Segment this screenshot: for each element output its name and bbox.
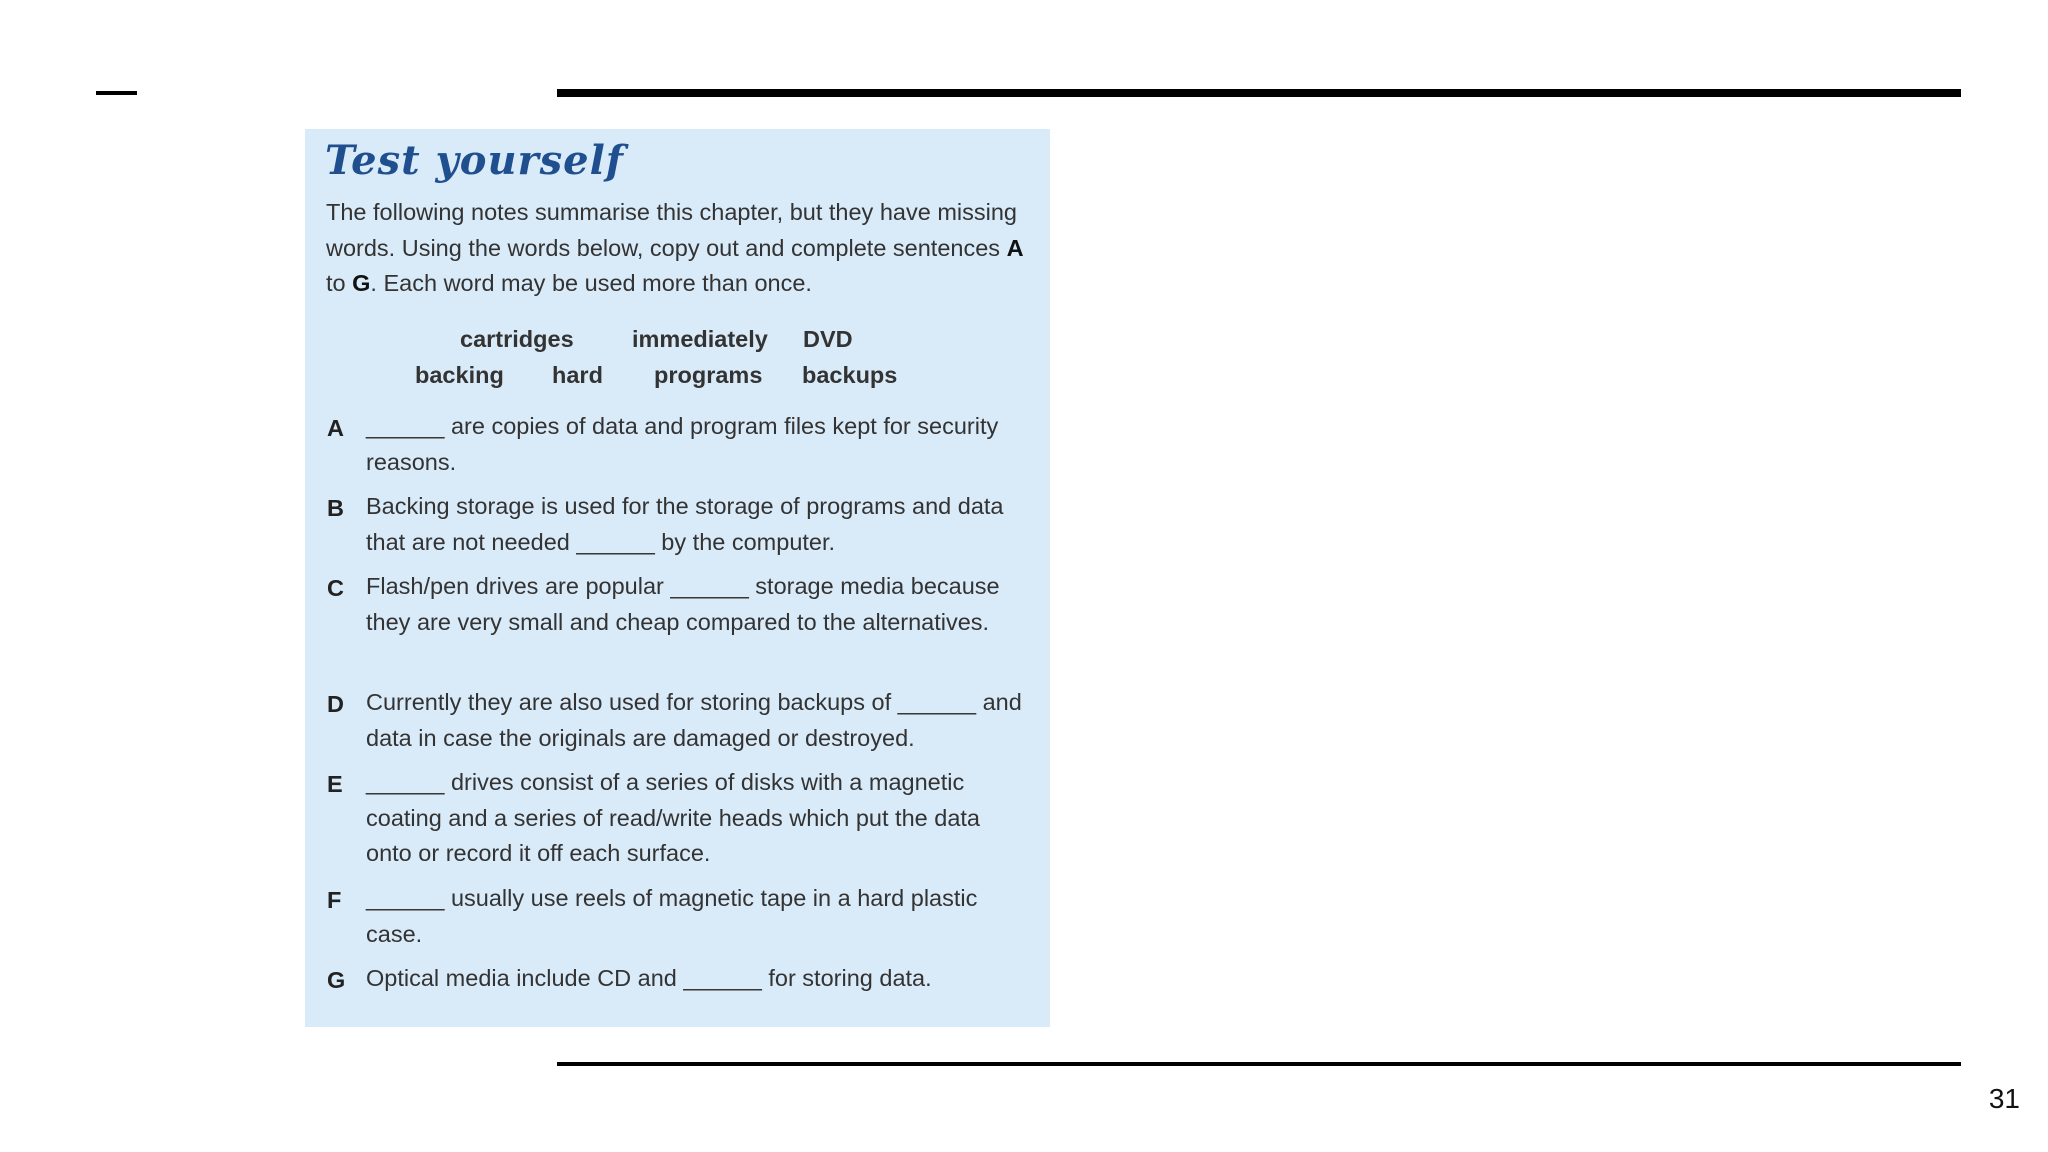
question-text-d: Currently they are also used for storing backups of ______ and data in case the originals are damaged or destroyed.	[366, 689, 1022, 751]
intro-text-3: . Each word may be used more than once.	[370, 270, 812, 296]
question-text-a: ______ are copies of data and program files kept for security reasons.	[366, 413, 999, 475]
intro-text-2: to	[326, 270, 353, 296]
word-bank-dvd: DVD	[803, 326, 853, 352]
card-title: Test yourself	[325, 137, 624, 184]
intro-letter-a: A	[1006, 234, 1024, 261]
word-bank-immediately: immediately	[632, 326, 768, 352]
question-letter-a: A	[327, 415, 344, 441]
word-bank-backing: backing	[415, 362, 504, 388]
slide-dash-marker	[96, 91, 137, 95]
question-text-b: Backing storage is used for the storage of programs and data that are not needed ______ by the computer.	[366, 493, 1004, 555]
question-text-e: ______ drives consist of a series of disks with a magnetic coating and a series of read/write heads which put the data onto or record it off each surface.	[366, 769, 980, 866]
intro-letter-g: G	[352, 270, 371, 296]
question-letter-e: E	[327, 771, 343, 797]
word-bank-hard: hard	[552, 362, 603, 388]
question-letter-d: D	[327, 691, 344, 717]
bottom-rule	[557, 1062, 1961, 1066]
question-letter-c: C	[327, 575, 344, 601]
word-bank-backups: backups	[802, 362, 898, 388]
test-yourself-card	[305, 129, 1050, 1027]
question-letter-b: B	[327, 495, 344, 521]
question-letter-g: G	[327, 967, 346, 993]
question-letter-f: F	[327, 887, 342, 913]
word-bank-cartridges: cartridges	[460, 326, 574, 352]
question-text-c: Flash/pen drives are popular ______ storage media because they are very small and cheap compared to the alternatives.	[366, 573, 1000, 635]
page-number: 31	[1988, 1083, 2020, 1114]
question-text-g: Optical media include CD and ______ for storing data.	[366, 965, 932, 991]
question-text-f: ______ usually use reels of magnetic tape in a hard plastic case.	[366, 885, 978, 947]
intro-text-1: The following notes summarise this chapter, but they have missing words. Using the words below, copy out and complete sentences	[326, 199, 1017, 261]
intro-paragraph	[326, 195, 1026, 302]
word-bank-programs: programs	[654, 362, 763, 388]
top-rule	[557, 89, 1961, 97]
